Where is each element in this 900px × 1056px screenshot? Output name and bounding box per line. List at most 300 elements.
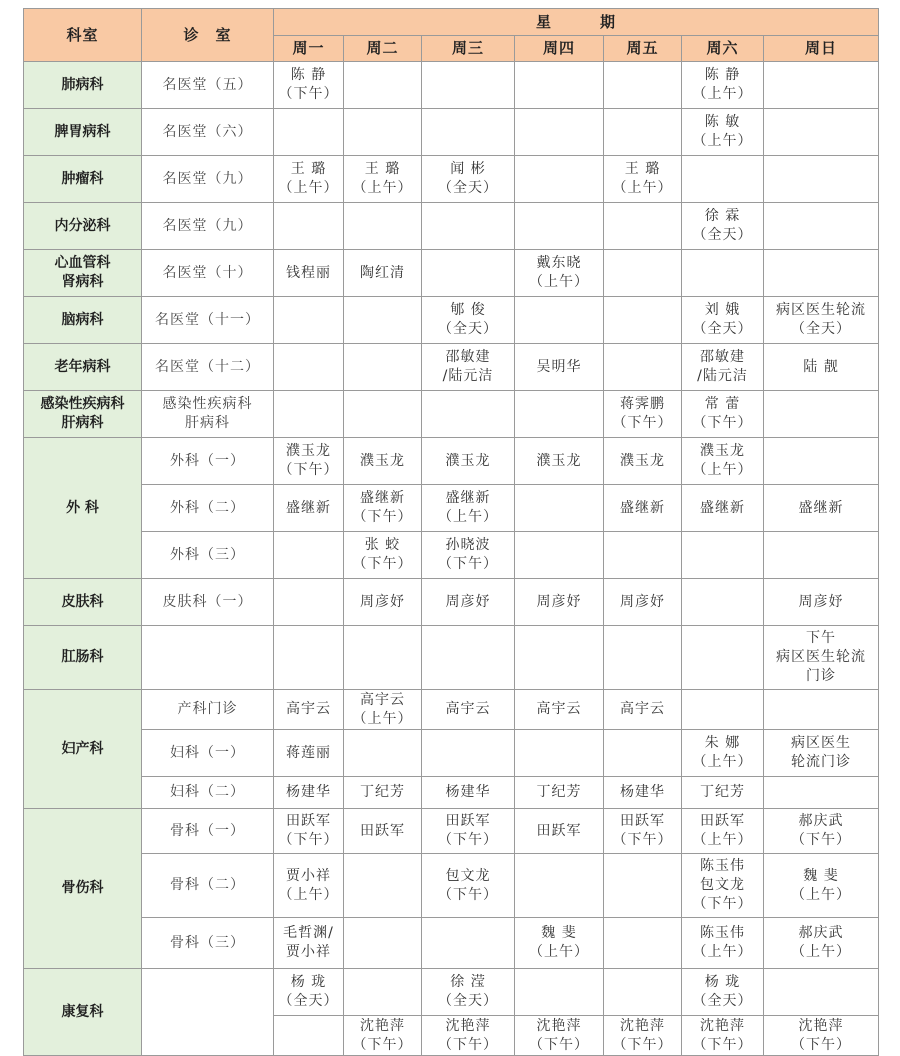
cell-line: 病区医生轮流 [776, 649, 867, 665]
cell-line: （下午） [612, 415, 673, 431]
cell-line: 盛继新 [700, 499, 745, 516]
doctor-cell [682, 730, 764, 777]
doctor-cell [764, 777, 879, 809]
cell-line: （全天） [692, 321, 753, 337]
doctor-cell [422, 532, 515, 579]
schedule-row [24, 203, 879, 250]
doctor-cell [274, 391, 344, 438]
department-cell: 脾胃病科 [24, 109, 142, 156]
schedule-body [24, 62, 879, 1056]
cell-line: 吴明华 [536, 358, 582, 375]
doctor-cell [422, 918, 515, 969]
doctor-cell [344, 203, 422, 250]
doctor-cell [604, 109, 682, 156]
cell-line: 贾小祥 [286, 944, 331, 960]
doctor-cell [274, 777, 344, 809]
cell-line: （下午） [529, 1036, 589, 1053]
cell-line: 魏 斐 [803, 867, 839, 884]
cell-line: （下午） [438, 832, 498, 848]
doctor-cell [604, 438, 682, 485]
cell-line: 张 蛟 [364, 537, 401, 553]
cell-line: 濮玉龙 [700, 443, 745, 459]
header-week: 星 期 [274, 9, 879, 36]
cell-line: （上午） [692, 86, 753, 102]
doctor-cell [274, 250, 344, 297]
doctor-cell [274, 203, 344, 250]
cell-line: 杨建华 [620, 784, 665, 800]
cell-line: （上午） [529, 274, 589, 290]
doctor-cell [422, 809, 515, 854]
doctor-cell [422, 730, 515, 777]
doctor-cell [604, 156, 682, 203]
doctor-cell [764, 250, 879, 297]
doctor-cell [682, 250, 764, 297]
cell-line: 田跃军 [445, 813, 491, 829]
cell-line: 高宇云 [286, 701, 331, 717]
cell-line: （下午） [438, 1036, 498, 1053]
cell-line: 王 璐 [364, 161, 401, 177]
cell-line: （下午） [692, 415, 753, 431]
cell-line: （下午） [352, 556, 413, 572]
cell-line: 邵敏建 [445, 349, 491, 365]
cell-line: 丁纪芳 [700, 784, 745, 800]
schedule-row [24, 730, 879, 777]
schedule-row [24, 969, 879, 1016]
cell-line: 高宇云 [445, 701, 491, 717]
doctor-cell [422, 109, 515, 156]
doctor-cell [422, 579, 515, 626]
department-cell: 内分泌科 [24, 203, 142, 250]
cell-line: （上午） [692, 944, 753, 960]
doctor-cell [274, 626, 344, 690]
doctor-cell [344, 438, 422, 485]
doctor-cell [764, 109, 879, 156]
doctor-cell [344, 532, 422, 579]
doctor-cell [682, 690, 764, 730]
room-cell: 外科（二） [142, 485, 274, 532]
doctor-cell [422, 690, 515, 730]
room-cell: 骨科（三） [142, 918, 274, 969]
doctor-cell [604, 203, 682, 250]
cell-line: 盛继新 [620, 499, 665, 516]
cell-line: （下午） [278, 86, 339, 102]
department-cell: 妇产科 [24, 690, 142, 809]
room-cell: 皮肤科（一） [142, 579, 274, 626]
cell-line: 高宇云 [620, 701, 665, 717]
doctor-cell [604, 918, 682, 969]
cell-line: 濮玉龙 [360, 452, 405, 469]
doctor-cell [274, 579, 344, 626]
doctor-cell [344, 918, 422, 969]
doctor-cell [604, 579, 682, 626]
doctor-cell [515, 156, 604, 203]
room-cell: 名医堂（五） [142, 62, 274, 109]
room-cell: 妇科（一） [142, 730, 274, 777]
doctor-cell [344, 690, 422, 730]
doctor-cell [764, 203, 879, 250]
cell-line: 濮玉龙 [445, 452, 491, 469]
doctor-cell [274, 485, 344, 532]
cell-line: 杨 珑 [704, 974, 741, 990]
doctor-cell [515, 250, 604, 297]
doctor-cell [515, 777, 604, 809]
doctor-cell [604, 344, 682, 391]
cell-line: 病区医生 [791, 735, 852, 751]
doctor-cell [344, 297, 422, 344]
doctor-cell [604, 969, 682, 1016]
cell-line: 周彦妤 [360, 593, 405, 610]
cell-line: （下午） [791, 1036, 852, 1053]
header-day: 周二 [344, 36, 422, 62]
doctor-cell [422, 438, 515, 485]
cell-line: 包文龙 [445, 867, 491, 884]
cell-line: 肾病科 [61, 274, 104, 290]
cell-line: （下午） [791, 832, 852, 848]
cell-line: 田跃军 [360, 822, 405, 839]
cell-line: 高宇云 [360, 691, 405, 708]
doctor-cell [515, 297, 604, 344]
cell-line: 病区医生轮流 [776, 302, 867, 318]
cell-line: 周彦妤 [536, 593, 582, 610]
doctor-cell [344, 626, 422, 690]
schedule-row [24, 485, 879, 532]
doctor-cell [682, 579, 764, 626]
doctor-cell [274, 438, 344, 485]
cell-line: /陆元洁 [442, 368, 494, 384]
room-cell: 外科（三） [142, 532, 274, 579]
doctor-cell [515, 730, 604, 777]
doctor-cell [515, 854, 604, 918]
cell-line: 陈 静 [290, 67, 327, 83]
doctor-cell [604, 809, 682, 854]
doctor-cell [604, 626, 682, 690]
cell-line: 陆 靓 [803, 358, 839, 375]
doctor-cell [274, 109, 344, 156]
doctor-cell [274, 730, 344, 777]
doctor-cell [344, 809, 422, 854]
department-cell: 外 科 [24, 438, 142, 579]
doctor-cell [682, 109, 764, 156]
doctor-cell [422, 250, 515, 297]
doctor-cell [422, 62, 515, 109]
doctor-cell [515, 62, 604, 109]
doctor-cell [344, 156, 422, 203]
header-day: 周一 [274, 36, 344, 62]
cell-line: （上午） [692, 754, 753, 770]
cell-line: 蒋莲丽 [286, 744, 331, 761]
cell-line: 戴东晓 [536, 255, 582, 271]
cell-line: 陈玉伟 [700, 925, 745, 941]
cell-line: （上午） [692, 462, 753, 478]
schedule-row [24, 626, 879, 690]
doctor-cell [344, 485, 422, 532]
doctor-cell [604, 250, 682, 297]
doctor-cell [344, 344, 422, 391]
cell-line: （上午） [791, 886, 852, 903]
doctor-cell [764, 626, 879, 690]
cell-line: （全天） [438, 180, 498, 196]
cell-line: 朱 娜 [704, 735, 741, 751]
doctor-cell [764, 809, 879, 854]
cell-line: （全天） [438, 993, 498, 1009]
schedule-row [24, 690, 879, 730]
cell-line: （上午） [278, 886, 339, 903]
cell-line: （上午） [352, 180, 413, 196]
doctor-cell [604, 62, 682, 109]
doctor-cell [422, 203, 515, 250]
cell-line: 田跃军 [286, 813, 331, 829]
doctor-cell [764, 532, 879, 579]
doctor-cell [515, 690, 604, 730]
room-cell: 妇科（二） [142, 777, 274, 809]
doctor-cell [344, 579, 422, 626]
room-cell [142, 391, 274, 438]
cell-line: 杨建华 [445, 784, 491, 800]
cell-line: 徐 霖 [704, 208, 741, 224]
department-cell: 皮肤科 [24, 579, 142, 626]
cell-line: （下午） [278, 462, 339, 478]
doctor-cell [274, 344, 344, 391]
room-cell [142, 626, 274, 690]
cell-line: 高宇云 [536, 701, 582, 717]
doctor-cell [274, 809, 344, 854]
room-cell: 名医堂（九） [142, 203, 274, 250]
room-cell: 骨科（一） [142, 809, 274, 854]
cell-line: （全天） [692, 227, 753, 243]
room-cell: 骨科（二） [142, 854, 274, 918]
schedule-row [24, 297, 879, 344]
cell-line: 轮流门诊 [791, 754, 852, 770]
cell-line: 濮玉龙 [536, 452, 582, 469]
doctor-cell [764, 297, 879, 344]
cell-line: 盛继新 [798, 499, 844, 516]
header-day: 周三 [422, 36, 515, 62]
doctor-cell [604, 777, 682, 809]
cell-line: 杨建华 [286, 784, 331, 800]
doctor-cell [515, 344, 604, 391]
doctor-cell [682, 203, 764, 250]
doctor-cell [604, 532, 682, 579]
cell-line: 王 璐 [290, 161, 327, 177]
doctor-cell [274, 532, 344, 579]
cell-line: （下午） [278, 832, 339, 848]
doctor-cell [682, 626, 764, 690]
room-cell: 产科门诊 [142, 690, 274, 730]
cell-line: 孙晓波 [445, 537, 491, 553]
room-cell: 外科（一） [142, 438, 274, 485]
doctor-cell [422, 391, 515, 438]
doctor-cell [682, 485, 764, 532]
department-cell: 肺病科 [24, 62, 142, 109]
header-room: 诊 室 [142, 9, 274, 62]
doctor-cell [344, 777, 422, 809]
cell-line: 沈艳萍 [700, 1017, 745, 1034]
room-cell: 名医堂（六） [142, 109, 274, 156]
header-day: 周四 [515, 36, 604, 62]
doctor-cell [274, 854, 344, 918]
doctor-cell [764, 156, 879, 203]
doctor-cell [682, 969, 764, 1016]
doctor-cell [604, 297, 682, 344]
department-cell [24, 391, 142, 438]
cell-line: （上午） [352, 710, 413, 727]
cell-line: 田跃军 [620, 813, 665, 829]
doctor-cell [344, 969, 422, 1016]
doctor-cell [515, 918, 604, 969]
doctor-cell [422, 854, 515, 918]
cell-line: （全天） [791, 321, 852, 337]
room-cell [142, 969, 274, 1056]
cell-line: 贾小祥 [286, 867, 331, 884]
doctor-cell [344, 730, 422, 777]
cell-line: （上午） [278, 180, 339, 196]
department-cell: 老年病科 [24, 344, 142, 391]
doctor-cell [682, 344, 764, 391]
doctor-cell [274, 969, 344, 1016]
doctor-cell [274, 690, 344, 730]
cell-line: 丁纪芳 [536, 784, 582, 800]
cell-line: 感染性疾病科 [40, 396, 125, 412]
cell-line: （下午） [612, 1036, 673, 1053]
doctor-cell [422, 156, 515, 203]
doctor-cell [422, 969, 515, 1016]
cell-line: 郝庆武 [798, 813, 844, 829]
doctor-cell [515, 626, 604, 690]
cell-line: 盛继新 [445, 490, 491, 506]
cell-line: （下午） [438, 556, 498, 572]
cell-line: （上午） [791, 944, 852, 960]
cell-line: 周彦妤 [620, 593, 665, 610]
doctor-cell [515, 485, 604, 532]
cell-line: 盛继新 [286, 499, 331, 516]
room-cell: 名医堂（十） [142, 250, 274, 297]
doctor-cell [422, 626, 515, 690]
doctor-cell [682, 297, 764, 344]
cell-line: 沈艳萍 [620, 1017, 665, 1034]
doctor-cell [764, 730, 879, 777]
cell-line: 杨 珑 [290, 974, 327, 990]
doctor-cell [682, 532, 764, 579]
doctor-cell [682, 918, 764, 969]
doctor-cell [604, 730, 682, 777]
schedule-row [24, 250, 879, 297]
cell-line: 魏 斐 [541, 925, 577, 941]
cell-line: 陈玉伟 [700, 858, 745, 874]
doctor-cell [515, 203, 604, 250]
doctor-cell [764, 485, 879, 532]
doctor-cell [764, 969, 879, 1016]
cell-line: （上午） [438, 509, 498, 525]
cell-line: 包文龙 [700, 877, 745, 893]
cell-line: （上午） [529, 944, 589, 960]
cell-line: 门诊 [806, 668, 837, 684]
schedule-row [24, 532, 879, 579]
doctor-cell [682, 809, 764, 854]
cell-line: 周彦妤 [798, 593, 844, 610]
doctor-cell [682, 391, 764, 438]
cell-line: （上午） [612, 180, 673, 196]
cell-line: （全天） [438, 321, 498, 337]
cell-line: 闻 彬 [450, 161, 486, 177]
doctor-cell [764, 579, 879, 626]
doctor-cell [515, 809, 604, 854]
schedule-row [24, 809, 879, 854]
doctor-cell [764, 391, 879, 438]
cell-line: 沈艳萍 [360, 1017, 405, 1034]
cell-line: （下午） [438, 886, 498, 903]
doctor-cell [764, 344, 879, 391]
department-cell: 肛肠科 [24, 626, 142, 690]
cell-line: （下午） [692, 1036, 753, 1053]
doctor-cell [515, 532, 604, 579]
doctor-cell [604, 391, 682, 438]
department-cell [24, 250, 142, 297]
doctor-cell [274, 297, 344, 344]
room-cell: 名医堂（十二） [142, 344, 274, 391]
cell-line: 濮玉龙 [286, 443, 331, 459]
doctor-cell [422, 344, 515, 391]
doctor-cell [604, 690, 682, 730]
cell-line: 郝庆武 [798, 925, 844, 941]
header-day: 周六 [682, 36, 764, 62]
cell-line: 邵敏建 [700, 349, 745, 365]
cell-line: 毛哲渊/ [283, 925, 334, 941]
department-cell: 肿瘤科 [24, 156, 142, 203]
room-cell: 名医堂（十一） [142, 297, 274, 344]
cell-line: 濮玉龙 [620, 452, 665, 469]
doctor-cell [422, 297, 515, 344]
doctor-cell [344, 109, 422, 156]
doctor-cell [764, 690, 879, 730]
cell-line: 肝病科 [185, 415, 230, 431]
doctor-cell [274, 62, 344, 109]
doctor-cell [764, 854, 879, 918]
department-cell: 脑病科 [24, 297, 142, 344]
doctor-cell [682, 62, 764, 109]
department-cell: 骨伤科 [24, 809, 142, 969]
doctor-cell [344, 391, 422, 438]
doctor-cell [682, 777, 764, 809]
schedule-row [24, 391, 879, 438]
cell-line: 盛继新 [360, 490, 405, 506]
doctor-cell [344, 62, 422, 109]
doctor-cell [604, 485, 682, 532]
cell-line: （全天） [278, 993, 339, 1009]
doctor-cell [682, 438, 764, 485]
doctor-cell [344, 250, 422, 297]
cell-line: 郇 俊 [450, 302, 486, 318]
schedule-row [24, 854, 879, 918]
cell-line: 刘 娥 [704, 302, 741, 318]
cell-line: 田跃军 [536, 822, 582, 839]
doctor-cell [344, 854, 422, 918]
cell-line: （上午） [692, 832, 753, 848]
cell-line: /陆元洁 [697, 368, 748, 384]
doctor-cell [422, 485, 515, 532]
cell-line: 陈 静 [704, 67, 741, 83]
doctor-cell [515, 391, 604, 438]
cell-line: 沈艳萍 [445, 1017, 491, 1034]
room-cell: 名医堂（九） [142, 156, 274, 203]
cell-line: 田跃军 [700, 813, 745, 829]
clinic-schedule-table [23, 8, 879, 1056]
cell-line: （下午） [352, 1036, 413, 1053]
doctor-cell [515, 969, 604, 1016]
cell-line: 心血管科 [54, 255, 111, 271]
schedule-wrapper [23, 8, 878, 1056]
schedule-row [24, 579, 879, 626]
schedule-row [24, 62, 879, 109]
